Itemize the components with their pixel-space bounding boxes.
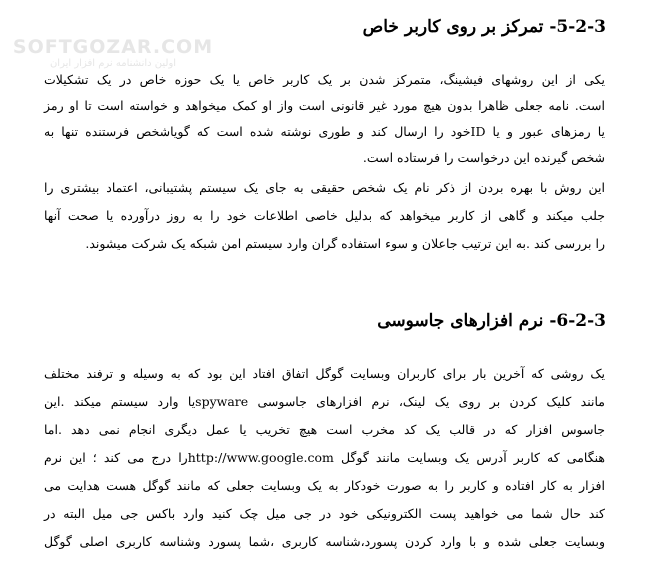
section-heading-6-2-3: 6-2-3- نرم افزارهای جاسوسی [377,311,606,331]
paragraph-line: یک روشی که آخرین بار برای کاربران وبسایت گوگل اتفاق افتاد این بود که به وسیله و ترفند مختلف [44,366,605,381]
paragraph-line: هنگامی که کاربر آدرس یک وبسایت مانند گوگل http://www.google.comرا درج می کند ؛ این نرم [44,450,605,465]
paragraph-line: یا رمزهای عبور و یا IDخود را ارسال کند و طوری نوشته شده است که گویاشخص فرستنده تنها به [44,124,605,139]
paragraph-line: وبسایت جعلی شده و با وارد کردن پسورد،شناسه کاربری ،شما پسورد وشناسه کاربری اصلی گوگل [44,534,605,549]
paragraph-line: کند حال شما می خواهید پست الکترونیکی خود در جی میل چک کنید وارد باکس جی میل البته در [44,506,605,521]
paragraph-line: شخص گیرنده این درخواست را فرستاده است. [362,150,605,165]
paragraph-line: جاسوس افزار که در قالب یک کد مخرب است هیچ تخریب یا عمل دیگری انجام نمی دهد .اما [44,422,605,437]
section-heading-5-2-3: 5-2-3- تمرکز بر روی کاربر خاص [362,17,606,37]
paragraph-line: این روش با بهره بردن از ذکر نام یک شخص حقیقی به جای یک سیستم پشتیبانی، اعتماد بیشتری را [44,180,605,195]
paragraph-line: یکی از این روشهای فیشینگ، متمرکز شدن بر یک کاربر خاص یا یک حوزه خاص در یک تشکیلات [44,72,605,87]
paragraph-line: مانند کلیک کردن بر روی یک لینک، نرم افزارهای جاسوسی spywareیا وارد سیستم میکند .این [44,394,605,409]
watermark-sub: اولین دانشنامه نرم افزار ایران [49,58,177,69]
paragraph-line: را بررسی کند .به این ترتیب جاعلان و سوء استفاده گران وارد سیستم امن شبکه یک شرکت میشوند. [85,236,605,251]
watermark-main: SOFTGOZAR.COM [12,36,214,58]
paragraph-line: جلب میکند و گاهی از کاربر میخواهد که بدلیل خاصی اطلاعات خود را به روز درآورده یا صحت آنها [44,208,605,223]
paragraph-line: افزار به کار افتاده و کاربر را به صورت خودکار به یک وبسایت جعلی که مانند گوگل هست هدایت می [44,478,605,493]
paragraph-line: است. نامه جعلی ظاهرا بدون هیچ مورد غیر قانونی است واز او کمک میخواهد و خواسته است تا او رمز [44,98,605,113]
watermark [8,36,218,69]
